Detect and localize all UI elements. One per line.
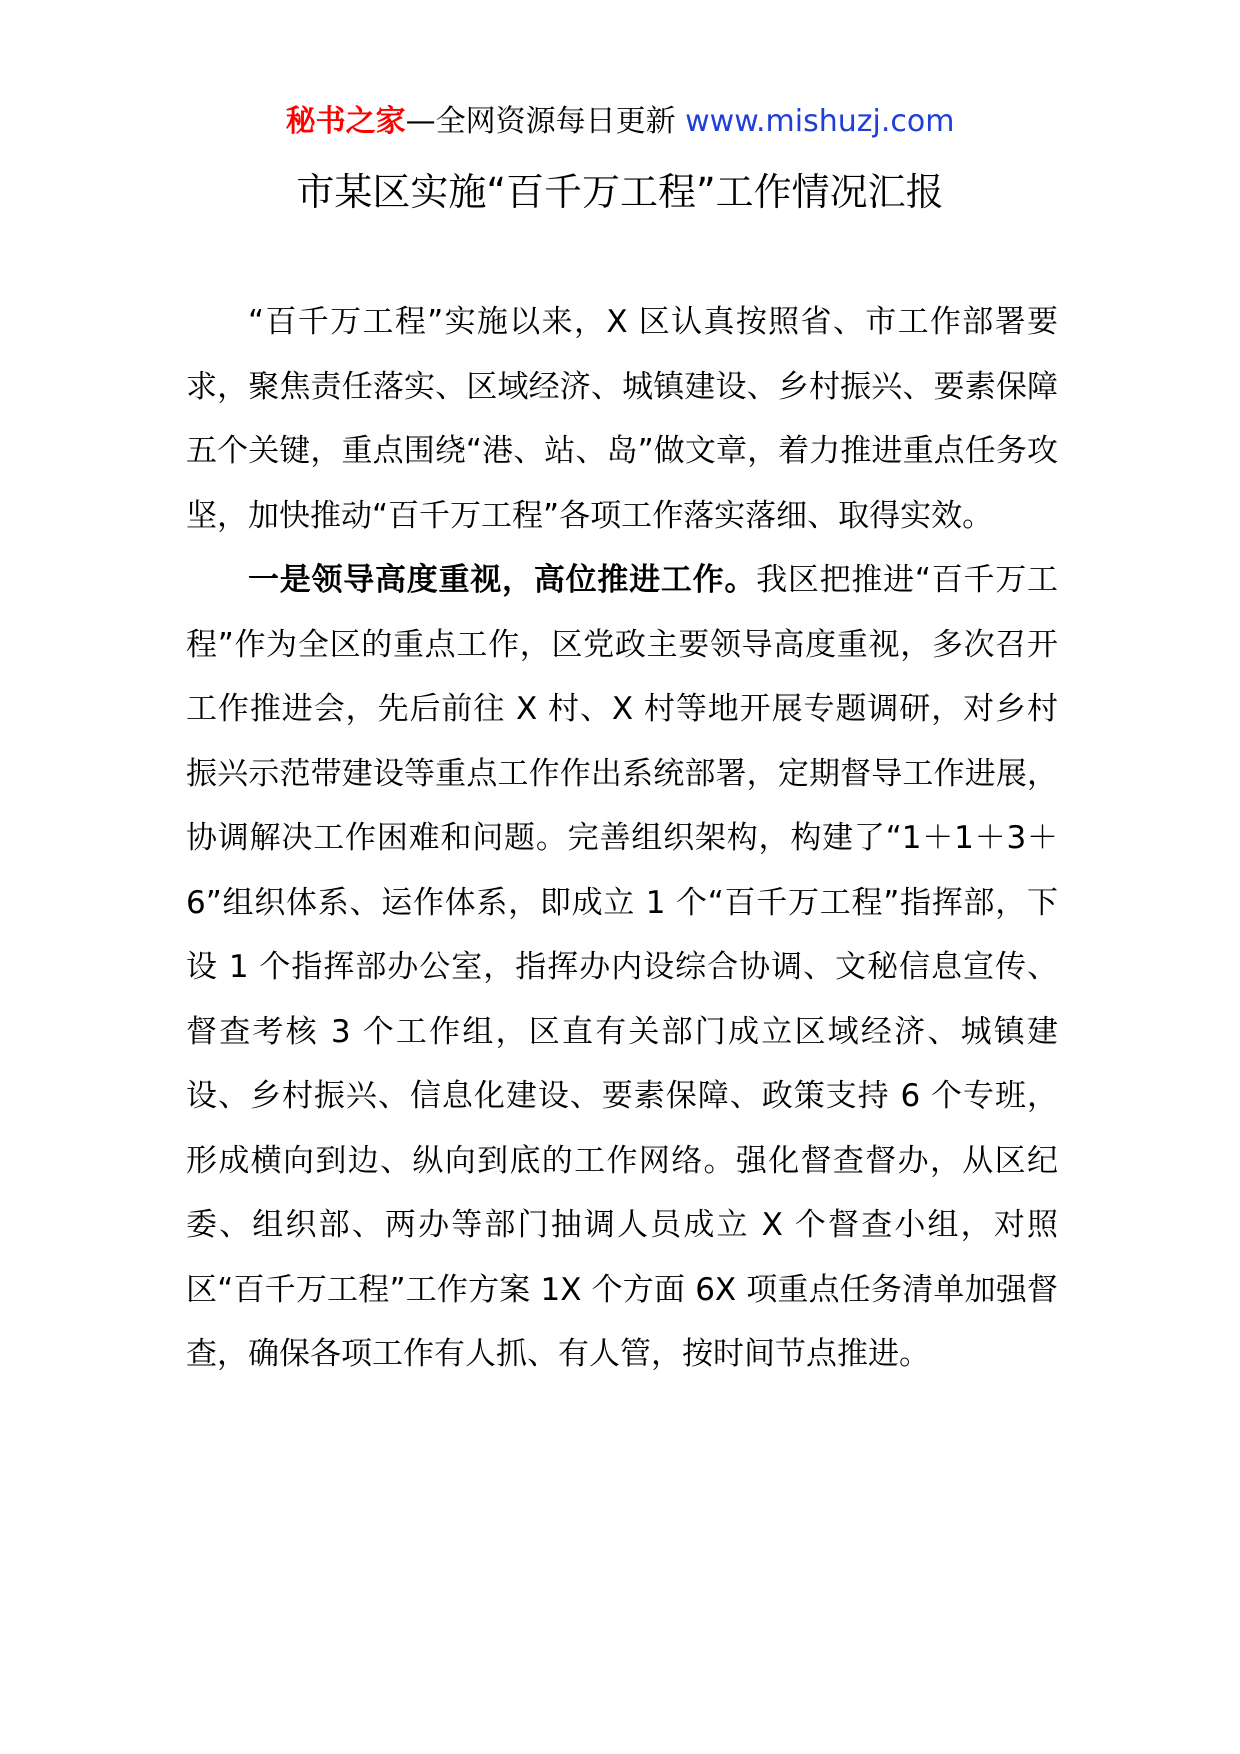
site-url-link[interactable]: www.mishuzj.com xyxy=(685,104,955,139)
header-tagline: —全网资源每日更新 xyxy=(405,104,686,139)
paragraph-section-one xyxy=(186,548,1058,1387)
document-body xyxy=(186,290,1058,1387)
document-title: 市某区实施“百千万工程”工作情况汇报 xyxy=(296,170,944,214)
site-header xyxy=(0,100,1240,144)
paragraph-lead: 一是领导高度重视，高位推进工作。 xyxy=(248,562,757,598)
paragraph-text: 我区把推进“百千万工程”作为全区的重点工作，区党政主要领导高度重视，多次召开工作推进会，先后前往 X 村、X 村等地开展专题调研，对乡村振兴示范带建设等重点工作作出系统部署，定期督导工作进展，协调解决工作困难和问题。完善组织架构，构建了“1＋1＋3＋6”组织体系、运作体系，即成立 1 个“百千万工程”指挥部，下设 1 个指挥部办公室，指挥办内设综合协调、文秘信息宣传、督查考核 3 个工作组，区直有关部门成立区域经济、城镇建设、乡村振兴、信息化建设、要素保障、政策支持 6 个专班，形成横向到边、纵向到底的工作网络。强化督查督办，从区纪委、组织部、两办等部门抽调人员成立 X 个督查小组，对照区“百千万工程”工作方案 1X 个方面 6X 项重点任务清单加强督查，确保各项工作有人抓、有人管，按时间节点推进。 xyxy=(186,562,1059,1372)
paragraph-intro xyxy=(186,290,1058,548)
brand-name: 秘书之家 xyxy=(285,104,406,139)
paragraph-text: “百千万工程”实施以来，X 区认真按照省、市工作部署要求，聚焦责任落实、区域经济、城镇建设、乡村振兴、要素保障五个关键，重点围绕“港、站、岛”做文章，着力推进重点任务攻坚，加快推动“百千万工程”各项工作落实落细、取得实效。 xyxy=(186,304,1058,534)
